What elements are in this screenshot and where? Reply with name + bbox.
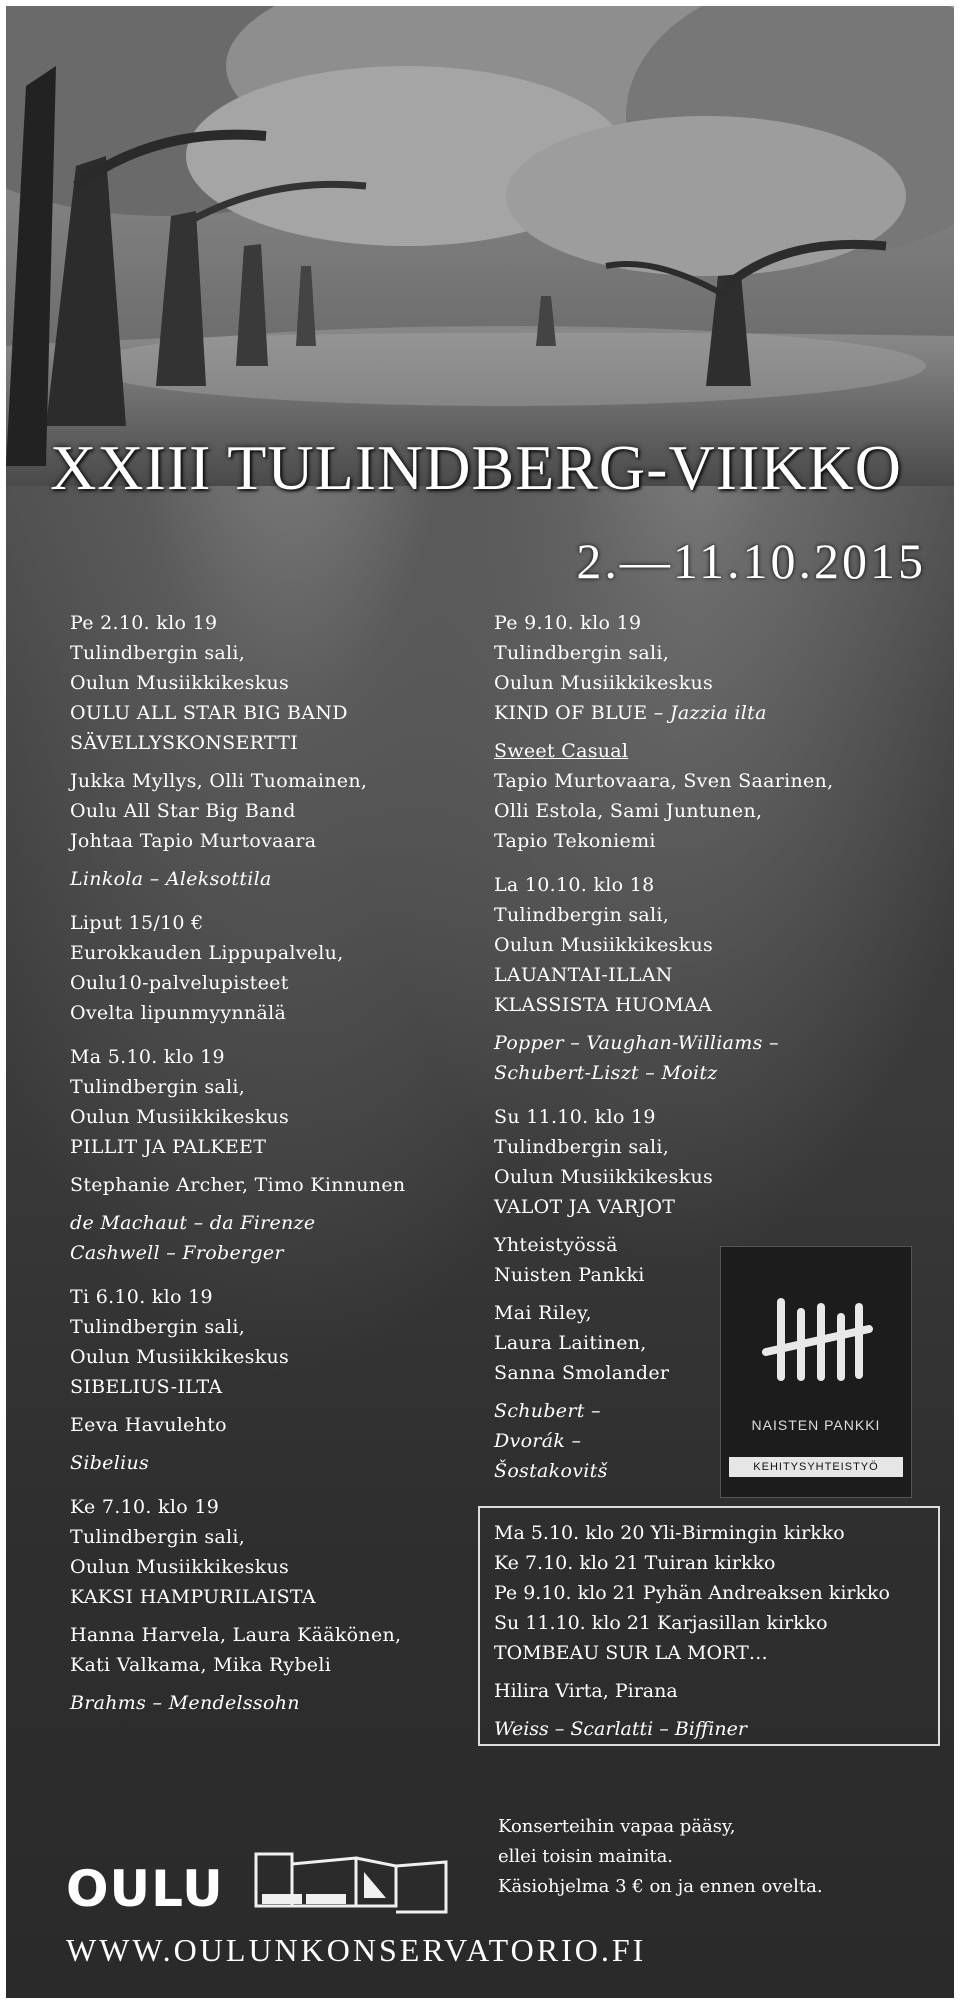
- oulu-conservatory-logo-icon: [246, 1844, 466, 1924]
- ticket-sales: Eurokkauden Lippupalvelu,: [70, 942, 344, 964]
- event-performers: Stephanie Archer, Timo Kinnunen: [70, 1174, 406, 1196]
- event-title: KAKSI HAMPURILAISTA: [70, 1586, 316, 1608]
- event-program: Popper – Vaughan-Williams –: [494, 1032, 779, 1054]
- event-ensemble: Sweet Casual: [494, 740, 629, 762]
- event-venue: Tulindbergin sali,: [494, 642, 670, 664]
- ticket-sales: Oulu10-palvelupisteet: [70, 972, 289, 994]
- sponsor-name: NAISTEN PANKKI: [751, 1417, 881, 1433]
- event-details: [494, 1230, 704, 1486]
- event-date: Ti 6.10. klo 19: [70, 1286, 213, 1308]
- event-venue-place: Oulun Musiikkikeskus: [494, 672, 714, 694]
- event-block: [70, 1042, 490, 1268]
- event-venue: Tulindbergin sali,: [70, 1316, 246, 1338]
- festival-title: XXIII TULINDBERG-VIIKKO: [50, 432, 902, 503]
- entry-info-line: Konserteihin vapaa pääsy,: [498, 1816, 736, 1837]
- event-venue: Tulindbergin sali,: [494, 1136, 670, 1158]
- sponsor-subtitle: KEHITYSYHTEISTYÖ: [729, 1457, 903, 1477]
- event-venue-place: Oulun Musiikkikeskus: [494, 934, 714, 956]
- church-concert-line: Su 11.10. klo 21 Karjasillan kirkko: [494, 1612, 828, 1634]
- event-block: [70, 1282, 490, 1478]
- church-performer: Hilira Virta, Pirana: [494, 1680, 678, 1702]
- event-venue-place: Oulun Musiikkikeskus: [494, 1166, 714, 1188]
- event-venue: Tulindbergin sali,: [494, 904, 670, 926]
- event-title: KIND OF BLUE: [494, 702, 648, 724]
- ticket-price: Liput 15/10 €: [70, 912, 204, 934]
- event-date: Ma 5.10. klo 19: [70, 1046, 225, 1068]
- poster: [6, 6, 954, 1998]
- event-program: Dvorák –: [494, 1430, 582, 1452]
- entry-info-line: Käsiohjelma 3 € on ja ennen ovelta.: [498, 1876, 823, 1897]
- event-title: SIBELIUS-ILTA: [70, 1376, 223, 1398]
- event-venue: Tulindbergin sali,: [70, 1526, 246, 1548]
- event-performers: Tapio Tekoniemi: [494, 830, 656, 852]
- event-venue-place: Oulun Musiikkikeskus: [70, 1346, 290, 1368]
- event-title-line: [494, 698, 934, 728]
- event-program: Brahms – Mendelssohn: [70, 1692, 300, 1714]
- event-program: Cashwell – Froberger: [70, 1242, 284, 1264]
- church-concert-title: TOMBEAU SUR LA MORT…: [494, 1642, 768, 1664]
- sponsor-logo: [720, 1246, 912, 1498]
- website-url[interactable]: WWW.OULUNKONSERVATORIO.FI: [66, 1932, 647, 1968]
- event-performers: Laura Laitinen,: [494, 1332, 647, 1354]
- event-title-2: SÄVELLYSKONSERTTI: [70, 732, 299, 754]
- event-date: Pe 9.10. klo 19: [494, 612, 642, 634]
- event-title: VALOT JA VARJOT: [494, 1196, 676, 1218]
- event-venue-place: Oulun Musiikkikeskus: [70, 672, 290, 694]
- event-performers: Mai Riley,: [494, 1302, 592, 1324]
- church-program: Weiss – Scarlatti – Biffiner: [494, 1718, 747, 1740]
- ticket-info: [70, 908, 490, 1028]
- event-sponsor: Yhteistyössä: [494, 1234, 618, 1256]
- church-concerts-box: [478, 1506, 940, 1746]
- event-venue-place: Oulun Musiikkikeskus: [70, 1556, 290, 1578]
- event-performers: Hanna Harvela, Laura Kääkönen,: [70, 1624, 402, 1646]
- event-venue: Tulindbergin sali,: [70, 1076, 246, 1098]
- event-program: Sibelius: [70, 1452, 150, 1474]
- event-performers: Eeva Havulehto: [70, 1414, 227, 1436]
- entry-info-line: ellei toisin mainita.: [498, 1846, 674, 1867]
- event-title: LAUANTAI-ILLAN: [494, 964, 673, 986]
- event-performers: Johtaa Tapio Murtovaara: [70, 830, 317, 852]
- oulu-logo-text: OULU: [66, 1860, 224, 1918]
- event-program: Šostakovitš: [494, 1460, 608, 1482]
- ticket-sales: Ovelta lipunmyynnälä: [70, 1002, 287, 1024]
- event-block: [494, 870, 934, 1088]
- event-title-suffix: – Jazzia ilta: [653, 702, 767, 724]
- event-performers: Oulu All Star Big Band: [70, 800, 296, 822]
- oulu-logo: [66, 1844, 486, 1924]
- event-program: de Machaut – da Firenze: [70, 1212, 316, 1234]
- church-concert-line: Pe 9.10. klo 21 Pyhän Andreaksen kirkko: [494, 1582, 890, 1604]
- event-block: [494, 608, 934, 856]
- festival-dates: 2.—11.10.2015: [576, 533, 926, 589]
- event-venue-place: Oulun Musiikkikeskus: [70, 1106, 290, 1128]
- church-concert-line: Ma 5.10. klo 20 Yli-Birmingin kirkko: [494, 1522, 845, 1544]
- event-performers: Olli Estola, Sami Juntunen,: [494, 800, 763, 822]
- church-concert-line: Ke 7.10. klo 21 Tuiran kirkko: [494, 1552, 776, 1574]
- left-column: [70, 608, 490, 1732]
- event-date: Pe 2.10. klo 19: [70, 612, 218, 634]
- event-program: Schubert –: [494, 1400, 601, 1422]
- event-sponsor: Nuisten Pankki: [494, 1264, 645, 1286]
- event-date: La 10.10. klo 18: [494, 874, 655, 896]
- event-program: Schubert-Liszt – Moitz: [494, 1062, 718, 1084]
- event-title-2: KLASSISTA HUOMAA: [494, 994, 713, 1016]
- event-performers: Sanna Smolander: [494, 1362, 670, 1384]
- event-block: [70, 1492, 490, 1718]
- event-performers: Jukka Myllys, Olli Tuomainen,: [70, 770, 368, 792]
- event-title: OULU ALL STAR BIG BAND: [70, 702, 348, 724]
- event-performers: Kati Valkama, Mika Rybeli: [70, 1654, 332, 1676]
- event-date: Su 11.10. klo 19: [494, 1106, 656, 1128]
- event-venue: Tulindbergin sali,: [70, 642, 246, 664]
- tree-alley-photo: [6, 6, 954, 486]
- event-block: [70, 608, 490, 894]
- event-program: Linkola – Aleksottila: [70, 868, 272, 890]
- event-performers: Tapio Murtovaara, Sven Saarinen,: [494, 770, 834, 792]
- event-date: Ke 7.10. klo 19: [70, 1496, 220, 1518]
- event-title: PILLIT JA PALKEET: [70, 1136, 267, 1158]
- entry-info: [498, 1812, 938, 1902]
- bank-logo-icon: [721, 1247, 911, 1407]
